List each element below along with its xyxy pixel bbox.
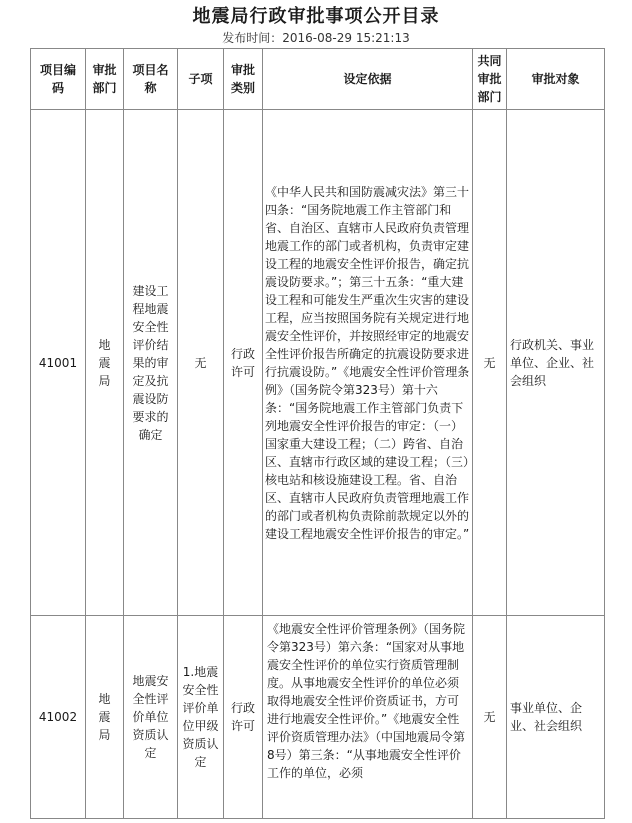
cell-dept: 地震局 (86, 110, 124, 616)
approval-items-table (30, 48, 605, 819)
table-row (31, 110, 605, 616)
header-joint: 共同审批部门 (473, 49, 507, 110)
cell-subitem: 1.地震安全性评价单位甲级资质认定 (178, 616, 224, 819)
cell-code: 41002 (31, 616, 86, 819)
publish-time: 发布时间：2016-08-29 15:21:13 (222, 31, 410, 45)
cell-name: 建设工程地震安全性评价结果的审定及抗震设防要求的确定 (124, 110, 178, 616)
cell-target: 行政机关、事业单位、企业、社会组织 (507, 110, 605, 616)
document-title: 地震局行政审批事项公开目录 (192, 6, 440, 27)
cell-name: 地震安全性评价单位资质认定 (124, 616, 178, 819)
header-name: 项目名称 (124, 49, 178, 110)
cell-category: 行政许可 (224, 616, 263, 819)
cell-joint: 无 (473, 110, 507, 616)
header-category: 审批类别 (224, 49, 263, 110)
table-header-row (31, 49, 605, 110)
header-basis: 设定依据 (263, 49, 473, 110)
cell-basis: 《中华人民共和国防震减灾法》第三十四条：“国务院地震工作主管部门和省、自治区、直辖市人民政府负责管理地震工作的部门或者机构，负责审定建设工程的地震安全性评价报告，确定抗震设防要求。”；第三十五条：“重大建设工程和可能发生严重次生灾害的建设工程，应当按照国务院有关规定进行地震安全性评价，并按照经审定的地震安全性评价报告所确定的抗震设防要求进行抗震设防。”《地震安全性评价管理条例》（国务院令第323号）第十六条：“国务院地震工作主管部门负责下列地震安全性评价报告的审定：（一）国家重大建设工程；（二）跨省、自治区、直辖市行政区域的建设工程；（三）核电站和核设施建设工程。省、自治区、直辖市人民政府负责管理地震工作的部门或者机构负责除前款规定以外的建设工程地震安全性评价报告的审定。” (263, 110, 473, 616)
header-target: 审批对象 (507, 49, 605, 110)
cell-subitem: 无 (178, 110, 224, 616)
table-row (31, 616, 605, 819)
header-code: 项目编码 (31, 49, 86, 110)
cell-joint: 无 (473, 616, 507, 819)
header-subitem: 子项 (178, 49, 224, 110)
cell-code: 41001 (31, 110, 86, 616)
cell-target: 事业单位、企业、社会组织 (507, 616, 605, 819)
cell-basis (263, 616, 473, 819)
cell-basis-text: 《地震安全性评价管理条例》（国务院令第323号）第六条：“国家对从事地震安全性评价的单位实行资质管理制度。从事地震安全性评价的单位必须取得地震安全性评价资质证书，方可进行地震安全性评价。”《地震安全性评价资质管理办法》（中国地震局令第8号）第三条：“从事地震安全性评价工作的单位，必须 (267, 622, 466, 780)
cell-dept: 地震局 (86, 616, 124, 819)
cell-category: 行政许可 (224, 110, 263, 616)
header-dept: 审批部门 (86, 49, 124, 110)
